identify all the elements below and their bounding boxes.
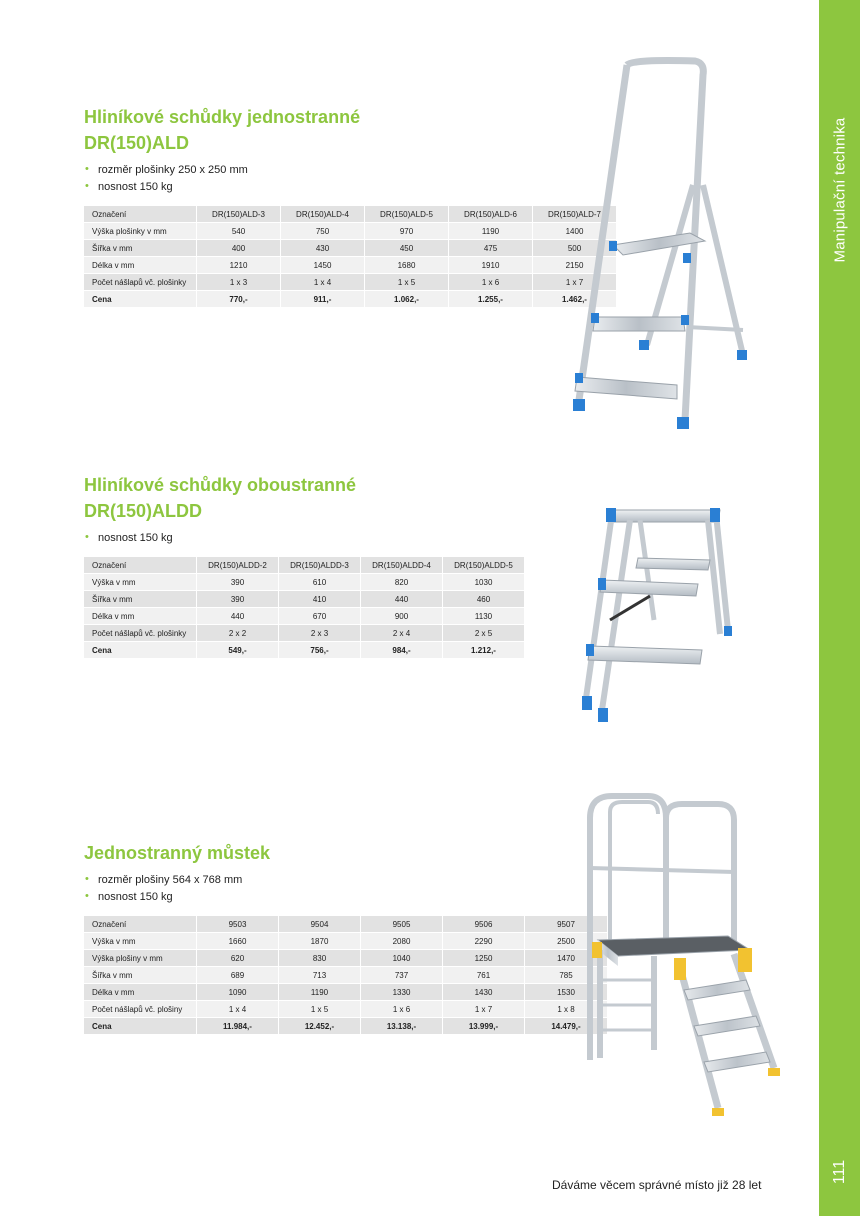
table-cell: DR(150)ALD-6	[449, 206, 533, 223]
table-row	[84, 933, 608, 950]
table-cell: 1660	[197, 933, 279, 950]
table-cell: DR(150)ALD-3	[197, 206, 281, 223]
table-cell: 1.212,-	[443, 642, 525, 659]
spec-table	[84, 916, 608, 1035]
table-cell: 620	[197, 950, 279, 967]
feature-list	[84, 872, 608, 906]
row-label: Označení	[84, 557, 197, 574]
table-cell: 1530	[525, 984, 608, 1001]
page-number: 111	[830, 1159, 848, 1185]
table-row	[84, 257, 617, 274]
table-row	[84, 1001, 608, 1018]
row-label: Výška plošiny v mm	[84, 950, 197, 967]
table-cell: 9504	[279, 916, 361, 933]
table-row	[84, 1018, 608, 1035]
table-cell: 1400	[533, 223, 617, 240]
table-cell: 785	[525, 967, 608, 984]
row-label: Označení	[84, 206, 197, 223]
table-cell: 1.462,-	[533, 291, 617, 308]
table-row	[84, 642, 525, 659]
feature-item: • nosnost 150 kg	[84, 889, 608, 906]
table-row	[84, 240, 617, 257]
table-cell: 1090	[197, 984, 279, 1001]
spec-table	[84, 206, 617, 308]
table-cell: 410	[279, 591, 361, 608]
product-section-aldd	[84, 472, 525, 659]
table-cell: 1.255,-	[449, 291, 533, 308]
bridge-platform-image	[578, 790, 788, 1125]
table-cell: 430	[281, 240, 365, 257]
table-cell: 911,-	[281, 291, 365, 308]
table-cell: DR(150)ALDD-5	[443, 557, 525, 574]
table-cell: DR(150)ALDD-2	[197, 557, 279, 574]
table-cell: 2500	[525, 933, 608, 950]
table-cell: 2 x 3	[279, 625, 361, 642]
table-row	[84, 291, 617, 308]
table-cell: 1430	[443, 984, 525, 1001]
table-cell: 1870	[279, 933, 361, 950]
table-cell: DR(150)ALDD-4	[361, 557, 443, 574]
row-label: Cena	[84, 642, 197, 659]
table-cell: 1190	[449, 223, 533, 240]
table-cell: 475	[449, 240, 533, 257]
table-cell: 1250	[443, 950, 525, 967]
row-label: Počet nášlapů vč. plošinky	[84, 625, 197, 642]
row-label: Délka v mm	[84, 608, 197, 625]
feature-item: • nosnost 150 kg	[84, 530, 525, 547]
table-cell: 1 x 5	[365, 274, 449, 291]
table-cell: 2 x 2	[197, 625, 279, 642]
table-cell: 820	[361, 574, 443, 591]
table-cell: 1470	[525, 950, 608, 967]
row-label: Výška v mm	[84, 574, 197, 591]
table-cell: 1.062,-	[365, 291, 449, 308]
category-label: Manipulační technika	[831, 117, 848, 263]
feature-item: • nosnost 150 kg	[84, 179, 617, 196]
row-label: Šířka v mm	[84, 967, 197, 984]
table-cell: 761	[443, 967, 525, 984]
table-cell: 610	[279, 574, 361, 591]
table-cell: 1330	[361, 984, 443, 1001]
table-cell: 713	[279, 967, 361, 984]
table-cell: 390	[197, 591, 279, 608]
table-cell: 2 x 5	[443, 625, 525, 642]
table-cell: 1130	[443, 608, 525, 625]
table-cell: 2290	[443, 933, 525, 950]
table-cell: 900	[361, 608, 443, 625]
table-row	[84, 608, 525, 625]
row-label: Výška v mm	[84, 933, 197, 950]
table-cell: 1190	[279, 984, 361, 1001]
table-cell: 1 x 7	[443, 1001, 525, 1018]
table-cell: 9506	[443, 916, 525, 933]
table-cell: 540	[197, 223, 281, 240]
table-cell: 9505	[361, 916, 443, 933]
table-cell: 450	[365, 240, 449, 257]
table-cell: 549,-	[197, 642, 279, 659]
table-cell: 1 x 8	[525, 1001, 608, 1018]
table-cell: DR(150)ALDD-3	[279, 557, 361, 574]
table-cell: 1 x 5	[279, 1001, 361, 1018]
row-label: Délka v mm	[84, 257, 197, 274]
row-label: Cena	[84, 1018, 197, 1035]
table-row	[84, 967, 608, 984]
table-cell: 1680	[365, 257, 449, 274]
table-header-row	[84, 206, 617, 223]
table-row	[84, 223, 617, 240]
row-label: Počet nášlapů vč. plošiny	[84, 1001, 197, 1018]
row-label: Délka v mm	[84, 984, 197, 1001]
table-cell: DR(150)ALD-5	[365, 206, 449, 223]
row-label: Počet nášlapů vč. plošinky	[84, 274, 197, 291]
feature-item: • rozměr plošiny 564 x 768 mm	[84, 872, 608, 889]
table-row	[84, 625, 525, 642]
table-cell: 460	[443, 591, 525, 608]
product-section-ald	[84, 104, 617, 308]
product-title: Hliníkové schůdky jednostranné DR(150)ALD	[84, 107, 361, 153]
product-section-bridge	[84, 840, 608, 1035]
table-cell: 670	[279, 608, 361, 625]
table-cell: 830	[279, 950, 361, 967]
table-cell: 390	[197, 574, 279, 591]
table-row	[84, 591, 525, 608]
table-cell: 2150	[533, 257, 617, 274]
stepladder-image	[565, 55, 750, 435]
table-cell: 970	[365, 223, 449, 240]
table-row	[84, 574, 525, 591]
table-cell: DR(150)ALD-7	[533, 206, 617, 223]
table-cell: 1210	[197, 257, 281, 274]
table-row	[84, 950, 608, 967]
row-label: Označení	[84, 916, 197, 933]
table-cell: 400	[197, 240, 281, 257]
row-label: Výška plošinky v mm	[84, 223, 197, 240]
table-cell: 750	[281, 223, 365, 240]
table-cell: 11.984,-	[197, 1018, 279, 1035]
product-title: Jednostranný můstek	[84, 843, 271, 863]
table-cell: 1910	[449, 257, 533, 274]
table-row	[84, 984, 608, 1001]
row-label: Cena	[84, 291, 197, 308]
table-cell: 737	[361, 967, 443, 984]
table-cell: 14.479,-	[525, 1018, 608, 1035]
product-title: Hliníkové schůdky oboustranné DR(150)ALDD	[84, 475, 357, 521]
table-cell: 440	[197, 608, 279, 625]
feature-list	[84, 162, 617, 196]
table-cell: 9503	[197, 916, 279, 933]
table-cell: 984,-	[361, 642, 443, 659]
table-cell: 500	[533, 240, 617, 257]
table-cell: 12.452,-	[279, 1018, 361, 1035]
table-cell: 440	[361, 591, 443, 608]
table-cell: 2080	[361, 933, 443, 950]
table-cell: 689	[197, 967, 279, 984]
double-stepladder-image	[580, 500, 735, 725]
table-cell: 13.138,-	[361, 1018, 443, 1035]
table-cell: 1450	[281, 257, 365, 274]
spec-table	[84, 557, 525, 659]
table-cell: 770,-	[197, 291, 281, 308]
table-cell: 9507	[525, 916, 608, 933]
table-cell: DR(150)ALD-4	[281, 206, 365, 223]
table-cell: 1 x 4	[197, 1001, 279, 1018]
row-label: Šířka v mm	[84, 240, 197, 257]
feature-item: • rozměr plošinky 250 x 250 mm	[84, 162, 617, 179]
table-cell: 1030	[443, 574, 525, 591]
footer-slogan: Dáváme věcem správné místo již 28 let	[552, 1178, 762, 1192]
table-cell: 1040	[361, 950, 443, 967]
table-header-row	[84, 557, 525, 574]
table-row	[84, 274, 617, 291]
table-cell: 1 x 3	[197, 274, 281, 291]
table-cell: 2 x 4	[361, 625, 443, 642]
table-cell: 1 x 4	[281, 274, 365, 291]
table-cell: 13.999,-	[443, 1018, 525, 1035]
table-header-row	[84, 916, 608, 933]
table-cell: 1 x 6	[449, 274, 533, 291]
feature-list	[84, 530, 525, 547]
table-cell: 756,-	[279, 642, 361, 659]
table-cell: 1 x 6	[361, 1001, 443, 1018]
row-label: Šířka v mm	[84, 591, 197, 608]
table-cell: 1 x 7	[533, 274, 617, 291]
